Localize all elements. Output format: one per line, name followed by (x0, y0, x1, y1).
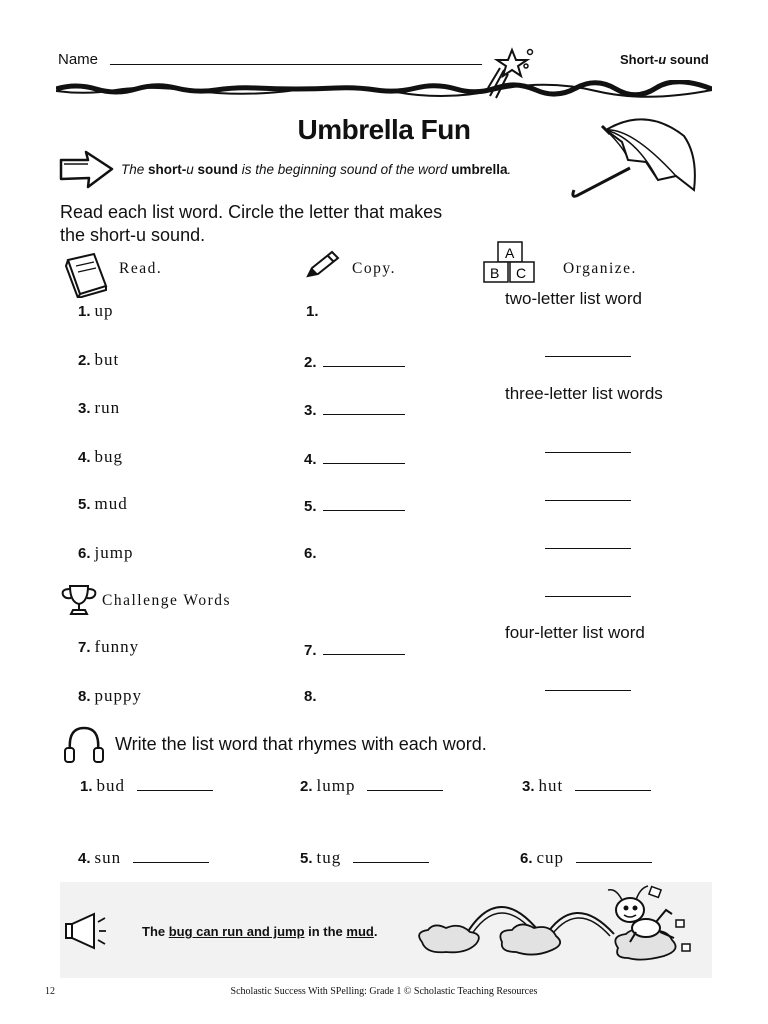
umbrella-icon (566, 108, 706, 202)
page-title: Umbrella Fun (297, 114, 471, 145)
blocks-icon (480, 238, 552, 284)
name-label: Name (58, 51, 99, 68)
headphones-icon (62, 722, 106, 766)
challenge-header: Challenge Words (102, 592, 232, 609)
org-blank-4[interactable] (545, 548, 631, 549)
rhyme-item-4: 4. sun (78, 848, 209, 868)
org-blank-2[interactable] (545, 452, 631, 453)
arrow-icon (58, 150, 114, 190)
copy-blank-7[interactable] (323, 640, 405, 655)
rhyme-blank-3[interactable] (575, 776, 651, 791)
rhyme-blank-5[interactable] (353, 848, 429, 863)
three-letter-label: three-letter list words (505, 384, 663, 403)
pencil-icon (302, 248, 342, 282)
two-letter-label: two-letter list word (505, 289, 642, 308)
copy-item-2: 2. (304, 352, 405, 372)
org-blank-3[interactable] (545, 500, 631, 501)
read-item-4: 4. bug (78, 447, 124, 466)
read-header: Read. (119, 260, 163, 277)
block-b-label: B (490, 265, 500, 281)
copy-item-4: 4. (304, 449, 405, 469)
block-c-label: C (516, 265, 527, 281)
four-letter-label: four-letter list word (505, 623, 645, 642)
book-icon (60, 250, 112, 298)
copy-item-7: 7. (304, 640, 405, 660)
sound-tag: Short-u sound (620, 52, 709, 67)
trophy-icon (58, 582, 100, 618)
read-item-8: 8. puppy (78, 686, 143, 705)
rhyme-blank-4[interactable] (133, 848, 209, 863)
org-blank-6[interactable] (545, 690, 631, 691)
page-number: 12 (45, 986, 55, 997)
intro-text: The short-u sound is the beginning sound of the word umbrella. (121, 162, 512, 177)
org-blank-5[interactable] (545, 596, 631, 597)
read-item-6: 6. jump (78, 543, 134, 562)
read-item-7: 7. funny (78, 637, 140, 656)
read-item-2: 2. but (78, 350, 120, 369)
organize-header: Organize. (563, 260, 637, 277)
copy-blank-2[interactable] (323, 352, 405, 367)
rhyme-blank-2[interactable] (367, 776, 443, 791)
copy-item-1: 1. (306, 303, 319, 320)
rhyme-instruction: Write the list word that rhymes with each word. (115, 734, 487, 754)
copy-item-6: 6. (304, 545, 317, 562)
footer-credit: Scholastic Success With SPelling: Grade 1 © Scholastic Teaching Resources (230, 986, 538, 997)
read-item-1: 1. up (78, 301, 114, 320)
rhyme-item-5: 5. tug (300, 848, 429, 868)
read-item-5: 5. mud (78, 494, 128, 513)
copy-header: Copy. (352, 260, 396, 277)
org-blank-1[interactable] (545, 356, 631, 357)
sentence: The bug can run and jump in the mud. (142, 924, 378, 939)
rhyme-item-1: 1. bud (80, 776, 213, 796)
copy-item-8: 8. (304, 688, 317, 705)
header-rule (56, 80, 712, 98)
copy-blank-4[interactable] (323, 449, 405, 464)
copy-item-3: 3. (304, 400, 405, 420)
megaphone-icon (58, 908, 108, 952)
read-item-3: 3. run (78, 398, 121, 417)
rhyme-blank-1[interactable] (137, 776, 213, 791)
name-line[interactable] (110, 64, 482, 65)
rhyme-blank-6[interactable] (576, 848, 652, 863)
copy-item-5: 5. (304, 496, 405, 516)
rhyme-item-3: 3. hut (522, 776, 651, 796)
instruction: Read each list word. Circle the letter that makes the short-u sound. (60, 202, 443, 245)
block-a-label: A (505, 245, 515, 261)
rhyme-item-6: 6. cup (520, 848, 652, 868)
bug-jumping-illustration (404, 880, 706, 980)
copy-blank-5[interactable] (323, 496, 405, 511)
copy-blank-3[interactable] (323, 400, 405, 415)
rhyme-item-2: 2. lump (300, 776, 443, 796)
